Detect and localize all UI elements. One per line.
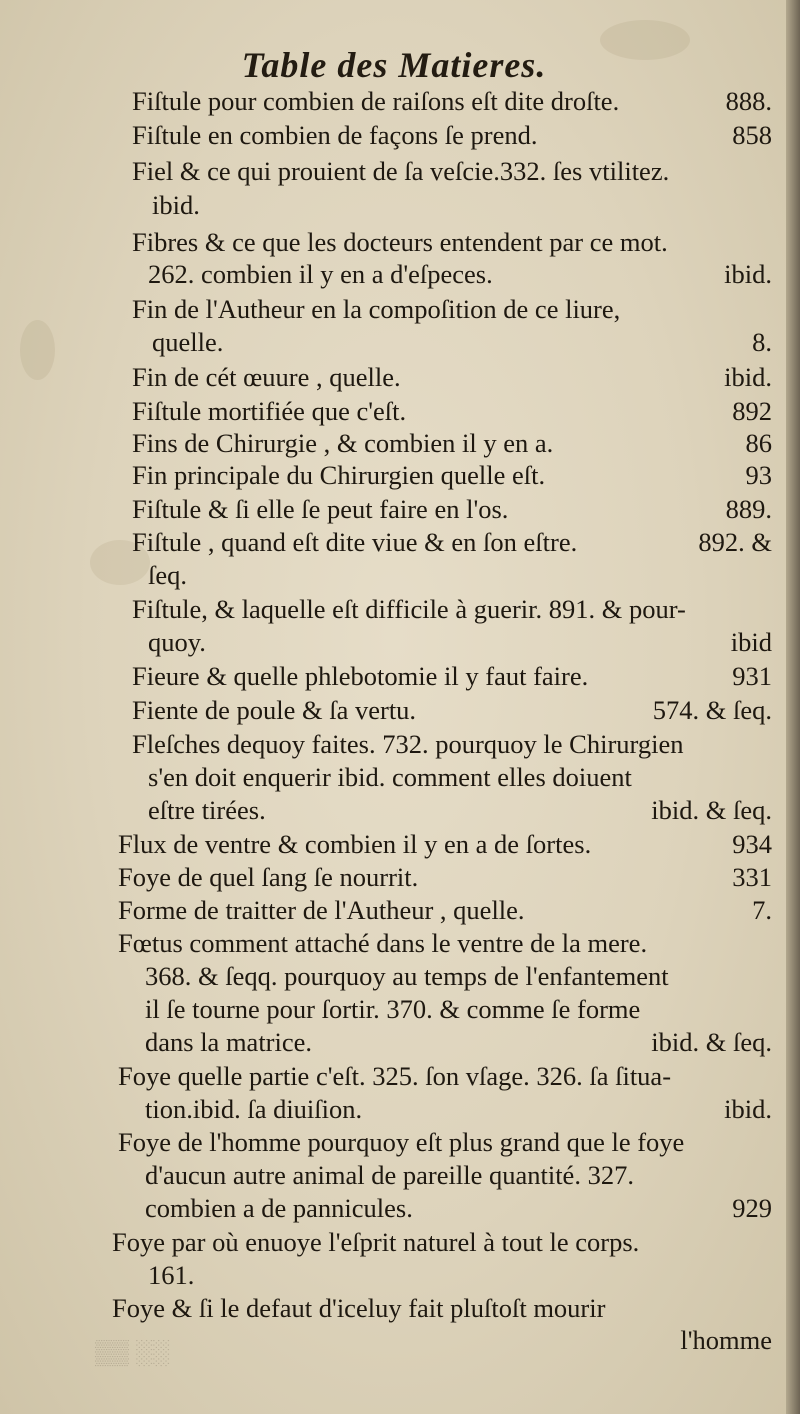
- index-line-continued: 161.: [148, 1260, 195, 1290]
- page-ref: 934: [732, 829, 772, 859]
- index-line-continued: 262. combien il y en a d'eſpeces.: [148, 259, 493, 289]
- index-line-continued: 368. & ſeqq. pourquoy au temps de l'enfantement: [145, 961, 669, 991]
- index-line: Fins de Chirurgie , & combien il y en a.: [132, 428, 554, 458]
- page-ref: 892: [732, 396, 772, 426]
- index-line: Foye de quel ſang ſe nourrit.: [118, 862, 419, 892]
- page-ref: 858: [732, 120, 772, 150]
- index-line: Fiſtule pour combien de raiſons eſt dite droſte.: [132, 86, 620, 116]
- paper-stain: [20, 320, 55, 380]
- bleed-through-ink: ▒▒ ░░: [95, 1340, 170, 1366]
- page-edge-shadow: [786, 0, 800, 1414]
- page-header: Table des Matieres.: [241, 45, 547, 85]
- index-line-continued: eſtre tirées.: [148, 795, 266, 825]
- index-line: Flux de ventre & combien il y en a de ſortes.: [118, 829, 592, 859]
- page-ref: ibid.: [724, 362, 772, 392]
- page-ref: 7.: [752, 895, 772, 925]
- page-ref: 86: [745, 428, 772, 458]
- index-line: Forme de traitter de l'Autheur , quelle.: [118, 895, 525, 925]
- index-line-continued: dans la matrice.: [145, 1027, 313, 1057]
- page-ref: 331: [732, 862, 772, 892]
- index-line-continued: quoy.: [148, 627, 206, 657]
- index-line: Fieure & quelle phlebotomie il y faut faire.: [132, 661, 589, 691]
- index-line: Foye de l'homme pourquoy eſt plus grand que le foye: [118, 1127, 685, 1157]
- index-line: Fiſtule & ſi elle ſe peut faire en l'os.: [132, 494, 509, 524]
- index-line-continued: ibid.: [152, 190, 200, 220]
- index-line: Fleſches dequoy faites. 732. pourquoy le Chirurgien: [132, 729, 684, 759]
- page-ref: ibid: [730, 627, 772, 657]
- page-ref: 889.: [725, 494, 772, 524]
- page-ref: 931: [732, 661, 772, 691]
- index-line-continued: d'aucun autre animal de pareille quantité. 327.: [145, 1160, 634, 1190]
- page-ref: 929: [732, 1193, 772, 1223]
- index-line: Fibres & ce que les docteurs entendent par ce mot.: [132, 227, 668, 257]
- index-line-continued: il ſe tourne pour ſortir. 370. & comme ſe forme: [145, 994, 641, 1024]
- index-line-continued: s'en doit enquerir ibid. comment elles doiuent: [148, 762, 632, 792]
- index-line: Fiel & ce qui prouient de ſa veſcie.332. ſes vtilitez.: [132, 156, 670, 186]
- index-line-continued: tion.ibid. ſa diuiſion.: [145, 1094, 363, 1124]
- page-ref: l'homme: [680, 1325, 772, 1355]
- page-ref: 574. & ſeq.: [652, 695, 772, 725]
- page-ref: ibid.: [724, 1094, 772, 1124]
- page-ref: ibid. & ſeq.: [651, 795, 772, 825]
- index-line-continued: ſeq.: [148, 560, 187, 590]
- index-line-continued: quelle.: [152, 327, 224, 357]
- index-line: Fiſtule , quand eſt dite viue & en ſon eſtre.: [132, 527, 578, 557]
- index-line: Fin de l'Autheur en la compoſition de ce liure,: [132, 294, 621, 324]
- index-line: Fin de cét œuure , quelle.: [132, 362, 401, 392]
- index-line: Fiente de poule & ſa vertu.: [132, 695, 417, 725]
- index-line: Fin principale du Chirurgien quelle eſt.: [132, 460, 546, 490]
- index-line: Fœtus comment attaché dans le ventre de la mere.: [118, 928, 648, 958]
- page-ref: 93: [745, 460, 772, 490]
- index-line: Fiſtule mortifiée que c'eſt.: [132, 396, 407, 426]
- page-ref: 888.: [725, 86, 772, 116]
- index-line: Fiſtule en combien de façons ſe prend.: [132, 120, 538, 150]
- index-line-continued: combien a de pannicules.: [145, 1193, 413, 1223]
- index-line: Foye & ſi le defaut d'iceluy fait pluſtoſt mourir: [112, 1293, 606, 1323]
- index-line: Foye quelle partie c'eſt. 325. ſon vſage. 326. ſa ſitua-: [118, 1061, 672, 1091]
- page-ref: 8.: [752, 327, 772, 357]
- page-ref: ibid. & ſeq.: [651, 1027, 772, 1057]
- index-line: Foye par où enuoye l'eſprit naturel à tout le corps.: [112, 1227, 640, 1257]
- index-line: Fiſtule, & laquelle eſt difficile à guerir. 891. & pour-: [132, 594, 686, 624]
- page-ref: 892. &: [698, 527, 772, 557]
- page-ref: ibid.: [724, 259, 772, 289]
